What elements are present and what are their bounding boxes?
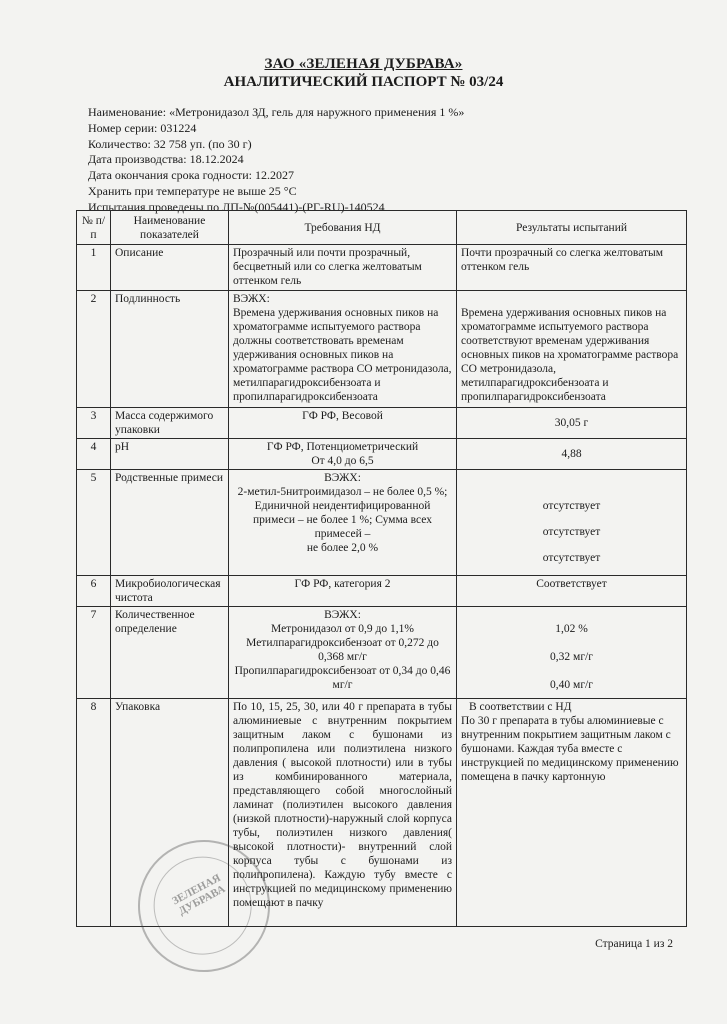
requirement-method: ВЭЖХ: <box>324 472 361 484</box>
result-item: 1,02 % <box>555 623 588 635</box>
row-number: 5 <box>77 470 111 576</box>
table-row <box>77 408 687 439</box>
result-item: отсутствует <box>542 526 601 538</box>
result-heading: В соответствии с НД <box>469 701 572 713</box>
page-number: Страница 1 из 2 <box>595 938 673 950</box>
header-indicator: Наименование показателей <box>111 211 229 245</box>
row-indicator: Родственные примеси <box>111 470 229 576</box>
result-item: 0,40 мг/г <box>550 679 593 691</box>
row-result: Почти прозрачный со слегка желтоватым оттенком гель <box>457 245 687 291</box>
result-text: Времена удерживания основных пиков на хроматограмме испытуемого раствора соответствуют временам удерживания основных пиков на хроматограмме раствора СО метронидазола, метилпарагидроксибензоата и пропилпарагидроксибензоата <box>461 307 679 403</box>
row-result: 30,05 г <box>457 408 687 439</box>
header-number: № п/п <box>77 211 111 245</box>
seal-text: ЗЕЛЕНАЯ ДУБРАВА <box>170 871 228 918</box>
result-item: отсутствует <box>542 500 601 512</box>
row-result <box>457 699 687 927</box>
row-number: 2 <box>77 291 111 408</box>
table-row <box>77 576 687 607</box>
table-row <box>77 470 687 576</box>
row-indicator: Масса содержимого упаковки <box>111 408 229 439</box>
requirement-item: Метилпарагидроксибензоат от 0,272 до 0,368 мг/г <box>246 637 439 663</box>
table-row <box>77 245 687 291</box>
row-indicator: рН <box>111 439 229 470</box>
row-result: 4,88 <box>457 439 687 470</box>
requirement-method: ВЭЖХ: <box>233 293 270 305</box>
requirement-method: ГФ РФ, Потенциометрический <box>266 441 419 453</box>
meta-storage: Хранить при температуре не выше 25 °С <box>88 183 297 198</box>
meta-batch-number: Номер серии: 031224 <box>88 120 197 135</box>
row-indicator: Количественное определение <box>111 607 229 699</box>
meta-quantity: Количество: 32 758 уп. (по 30 г) <box>88 136 252 151</box>
table-row <box>77 291 687 408</box>
requirement-item: Пропилпарагидроксибензоат от 0,34 до 0,46 мг/г <box>234 665 451 691</box>
row-requirement <box>229 291 457 408</box>
meta-expiry-date: Дата окончания срока годности: 12.2027 <box>88 168 295 183</box>
row-result: Соответствует <box>457 576 687 607</box>
row-result <box>457 607 687 699</box>
meta-test-reference: Испытания проведены по ЛП-№(005441)-(РГ-RU)-140524 <box>88 199 385 214</box>
requirement-range: От 4,0 до 6,5 <box>311 455 374 467</box>
table-header-row <box>77 211 687 245</box>
row-number: 6 <box>77 576 111 607</box>
row-result <box>457 470 687 576</box>
row-requirement <box>229 470 457 576</box>
meta-product-name: Наименование: «Метронидазол ЗД, гель для наружного применения 1 %» <box>88 105 465 119</box>
row-number: 4 <box>77 439 111 470</box>
row-indicator: Микробиологическая чистота <box>111 576 229 607</box>
header-requirements: Требования НД <box>229 211 457 245</box>
row-number: 1 <box>77 245 111 291</box>
requirement-item: Метронидазол от 0,9 до 1,1% <box>271 623 414 635</box>
row-requirement: ГФ РФ, категория 2 <box>229 576 457 607</box>
requirement-item: 2-метил-5нитроимидазол – не более 0,5 %; <box>237 486 448 498</box>
row-result <box>457 291 687 408</box>
meta-manufacture-date: Дата производства: 18.12.2024 <box>88 152 244 167</box>
table-row <box>77 607 687 699</box>
result-item: 0,32 мг/г <box>550 651 593 663</box>
row-indicator: Подлинность <box>111 291 229 408</box>
row-requirement: По 10, 15, 25, 30, или 40 г препарата в тубы алюминиевые с внутренним покрытием защитным лаком с бушонами из полипропилена или полиэтилена низкого давления ( высокой плотности) или в тубы из комбинированного материала, представляющего собой многослойный ламинат (полиэтилен высокого давления (низкой плотности)-наружный слой корпуса тубы, полиэтилен низкого давления( высокой плотности)- внутренний слой корпуса тубы с бушонами из полипропилена). Каждую тубу вместе с инструкцией по медицинскому применению помещают в пачку <box>229 699 457 927</box>
row-number: 8 <box>77 699 111 927</box>
row-requirement <box>229 439 457 470</box>
company-name: ЗАО «ЗЕЛЕНАЯ ДУБРАВА» <box>264 56 463 72</box>
document-metadata <box>88 105 464 216</box>
row-number: 7 <box>77 607 111 699</box>
result-text: По 30 г препарата в тубы алюминиевые с внутренним покрытием защитным лаком с бушонами. Каждая туба вместе с инструкцией по медицинскому применению помещена в пачку картонную <box>461 715 679 783</box>
row-indicator: Упаковка <box>111 699 229 927</box>
requirement-item: не более 2,0 % <box>306 542 379 554</box>
requirement-text: Времена удерживания основных пиков на хроматограмме испытуемого раствора должны соответствовать временам удерживания основных пиков на хроматограмме раствора СО метронидазола, метилпарагидроксибензоата и пропилпарагидроксибензоата <box>233 307 452 403</box>
row-requirement <box>229 607 457 699</box>
table-row <box>77 439 687 470</box>
row-requirement: Прозрачный или почти прозрачный, бесцветный или со слегка желтоватым оттенком гель <box>229 245 457 291</box>
row-indicator: Описание <box>111 245 229 291</box>
result-item: отсутствует <box>542 552 601 564</box>
analysis-table <box>76 210 687 927</box>
row-requirement: ГФ РФ, Весовой <box>229 408 457 439</box>
requirement-item: Единичной неидентифицированной примеси – не более 1 %; Сумма всех примесей – <box>253 500 432 540</box>
header-results: Результаты испытаний <box>457 211 687 245</box>
document-title: АНАЛИТИЧЕСКИЙ ПАСПОРТ № 03/24 <box>223 74 504 90</box>
row-number: 3 <box>77 408 111 439</box>
requirement-method: ВЭЖХ: <box>324 609 361 621</box>
